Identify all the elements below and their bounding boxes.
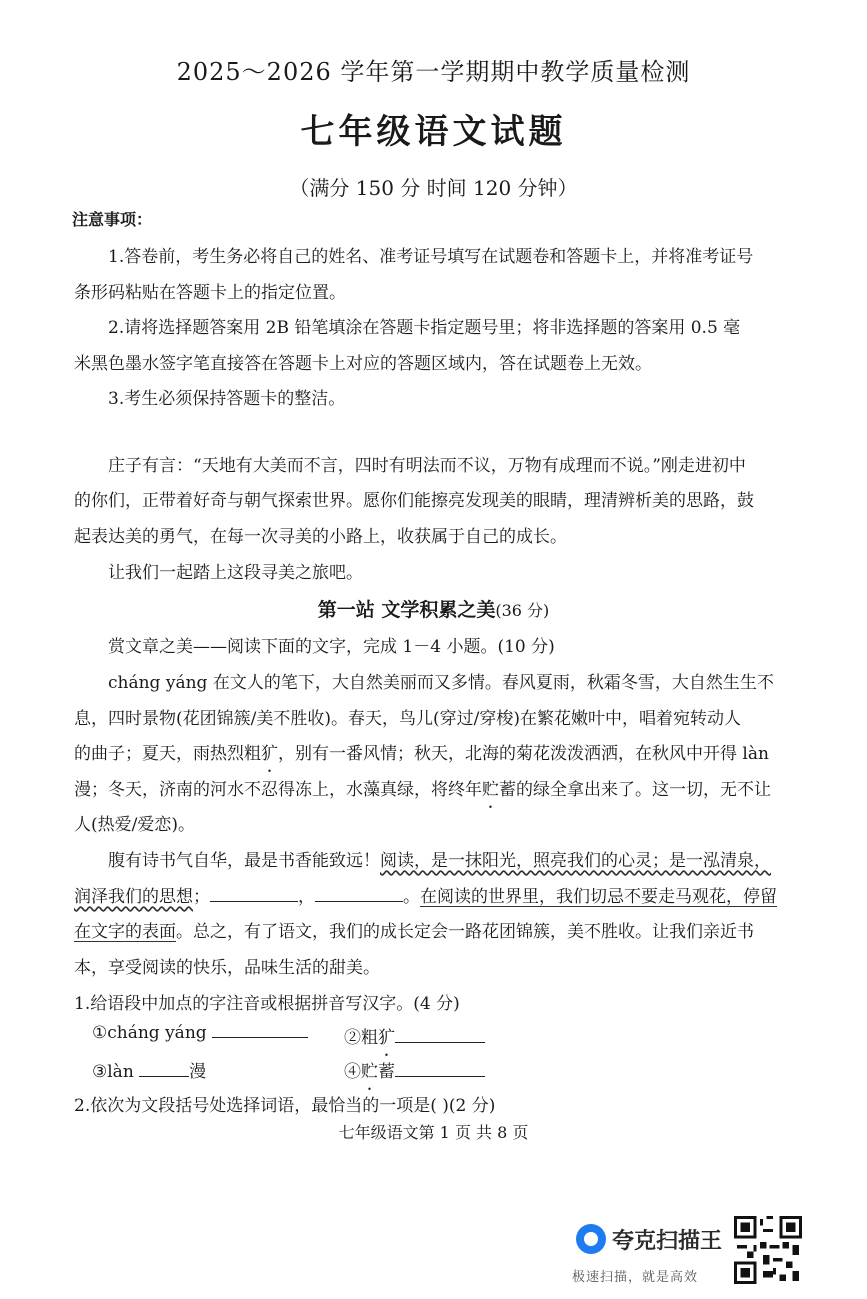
item-label: 蓄 xyxy=(378,1062,395,1082)
section-title xyxy=(0,595,867,622)
exam-header-title: 2025～2026 学年第一学期期中教学质量检测 xyxy=(176,58,691,86)
answer-blank[interactable] xyxy=(395,1062,485,1077)
passage-p1-line-5: 人(热爱/爱恋)。 xyxy=(74,815,195,835)
score-time-info: （满分 150 分 时间 120 分钟） xyxy=(289,176,578,200)
item-label: ①cháng yáng xyxy=(92,1023,207,1043)
passage-p1-line-3 xyxy=(74,739,769,764)
notice-item-1-line-2: 条形码粘贴在答题卡上的指定位置。 xyxy=(74,283,346,303)
passage-p2-line-1 xyxy=(108,846,771,871)
intro-line-3: 起表达美的勇气，在每一次寻美的小路上，收获属于自己的成长。 xyxy=(74,527,567,547)
answer-blank[interactable] xyxy=(139,1062,189,1077)
notice-item-2-line-1: 2.请将选择题答案用 2B 铅笔填涂在答题卡指定题号里；将非选择题的答案用 0.5 毫 xyxy=(108,318,741,338)
brand-slogan: 极速扫描，就是高效 xyxy=(572,1269,699,1284)
passage-p1-line-1: cháng yáng 在文人的笔下，大自然美丽而又多情。春风夏雨，秋霜冬雪，大自然生生不 xyxy=(108,673,774,693)
answer-blank[interactable] xyxy=(212,1023,308,1038)
item-label: ④ xyxy=(344,1062,361,1082)
item-label: ②粗 xyxy=(344,1028,378,1048)
qr-code-icon xyxy=(734,1216,802,1284)
passage-p2-line-4: 本，享受阅读的快乐，品味生活的甜美。 xyxy=(74,958,380,978)
fill-in-blank[interactable] xyxy=(210,887,298,902)
passage-p2-line-3 xyxy=(74,917,754,942)
question-1: 1.给语段中加点的字注音或根据拼音写汉字。(4 分) xyxy=(74,994,460,1014)
intro-line-2: 的你们，正带着好奇与朝气探索世界。愿你们能擦亮发现美的眼睛，理清辨析美的思路，鼓 xyxy=(74,491,754,511)
passage-text: 的曲子；夏天，雨热烈粗 xyxy=(74,744,261,764)
passage-text: ， xyxy=(298,887,315,907)
passage-text: 漫；冬天，济南的河水不忍得冻上，水藻真绿，将终年 xyxy=(74,780,482,800)
underlined-text: 在文字的表面 xyxy=(74,922,176,942)
question-1-item-b xyxy=(344,1023,485,1048)
wavy-underlined-text: 润泽我们的思想 xyxy=(74,887,193,907)
brand-name: 夸克扫描王 xyxy=(612,1228,723,1253)
passage-text: 腹有诗书气自华，最是书香能致远！ xyxy=(108,851,380,871)
dotted-char: 贮 xyxy=(482,780,499,800)
question-1-item-a xyxy=(92,1023,308,1043)
dotted-char: 犷 xyxy=(378,1028,395,1048)
section-task: 赏文章之美——阅读下面的文字，完成 1－4 小题。(10 分) xyxy=(108,637,555,657)
underlined-text: 在阅读的世界里，我们切忌不要走马观花，停留 xyxy=(420,887,777,907)
intro-line-4: 让我们一起踏上这段寻美之旅吧。 xyxy=(108,563,363,583)
passage-text: 。总之，有了语文，我们的成长定会一路花团锦簇，美不胜收。让我们亲近书 xyxy=(176,922,754,942)
notice-item-1-line-1: 1.答卷前，考生务必将自己的姓名、准考证号填写在试题卷和答题卡上，并将准考证号 xyxy=(108,247,754,267)
notice-heading: 注意事项： xyxy=(72,210,153,229)
passage-p2-line-2 xyxy=(74,882,777,907)
notice-item-2-line-2: 米黑色墨水签字笔直接答在答题卡上对应的答题区域内，答在试题卷上无效。 xyxy=(74,354,652,374)
answer-blank[interactable] xyxy=(395,1028,485,1043)
question-1-item-c xyxy=(92,1057,206,1082)
intro-line-1: 庄子有言：“天地有大美而不言，四时有明法而不议，万物有成理而不说。”刚走进初中 xyxy=(108,456,746,476)
question-1-item-d xyxy=(344,1057,485,1082)
section-title-text: 第一站 文学积累之美 xyxy=(317,599,496,621)
item-label: ③làn xyxy=(92,1062,134,1082)
notice-item-3: 3.考生必须保持答题卡的整洁。 xyxy=(108,389,346,409)
exam-main-title: 七年级语文试题 xyxy=(300,112,567,152)
passage-text: 。 xyxy=(403,887,420,907)
passage-text: 蓄的绿全拿出来了。这一切，无不让 xyxy=(499,780,771,800)
section-points: (36 分) xyxy=(495,601,550,620)
dotted-char: 贮 xyxy=(361,1062,378,1082)
passage-p1-line-2: 息，四时景物(花团锦簇/美不胜收)。春天，鸟儿(穿过/穿梭)在繁花嫩叶中，唱着宛转动人 xyxy=(74,709,741,729)
passage-text: ； xyxy=(193,887,210,907)
dotted-char: 犷 xyxy=(261,744,278,764)
quark-logo-icon xyxy=(576,1224,606,1254)
fill-in-blank[interactable] xyxy=(315,887,403,902)
passage-text: ，别有一番风情；秋天，北海的菊花泼泼洒洒，在秋风中开得 làn xyxy=(278,744,769,764)
scanner-watermark xyxy=(568,1212,858,1292)
page-footer: 七年级语文第 1 页 共 8 页 xyxy=(338,1123,529,1142)
item-label: 漫 xyxy=(189,1062,207,1082)
passage-p1-line-4 xyxy=(74,775,771,800)
question-2: 2.依次为文段括号处选择词语，最恰当的一项是( )(2 分) xyxy=(74,1096,496,1116)
wavy-underlined-text: 阅读，是一抹阳光，照亮我们的心灵；是一泓清泉， xyxy=(380,851,771,871)
